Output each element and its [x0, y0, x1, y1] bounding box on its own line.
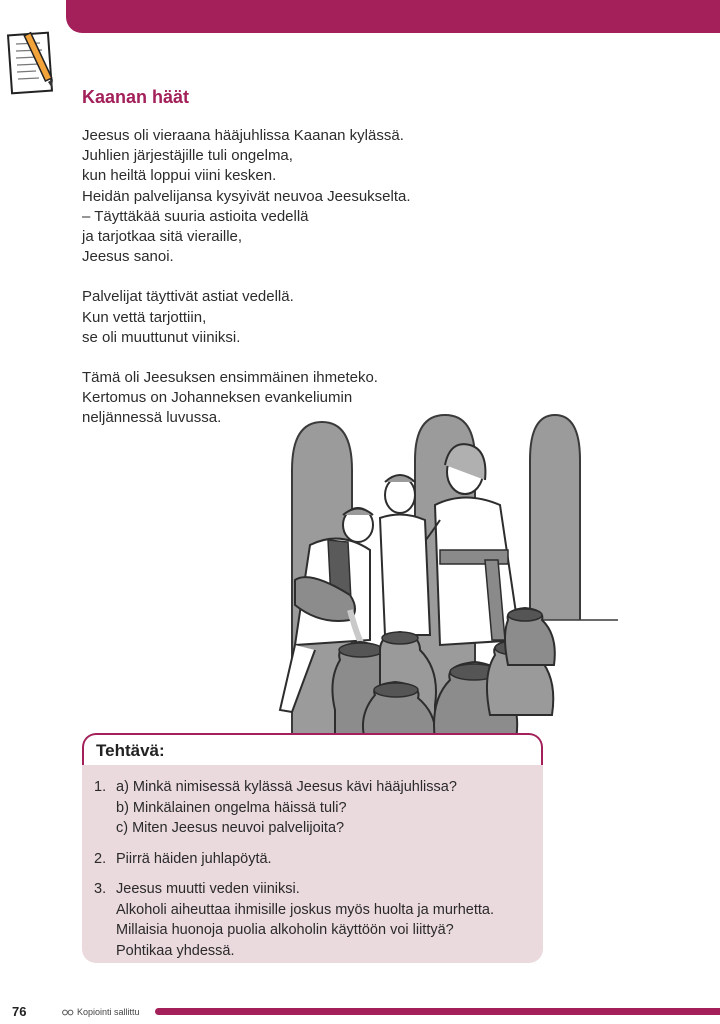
story-text: [82, 126, 462, 449]
story-title: Kaanan häät: [82, 87, 190, 107]
story-line: Juhlien järjestäjille tuli ongelma,: [82, 147, 293, 165]
task-item: [94, 849, 537, 870]
task-line: Pohtikaa yhdessä.: [116, 942, 235, 959]
task-line: b) Minkälainen ongelma häissä tuli?: [116, 799, 347, 816]
task-title: Tehtävä:: [96, 741, 165, 760]
story-line: Kun vettä tarjottiin,: [82, 308, 207, 326]
task-header: [82, 733, 543, 765]
story-line: Jeesus sanoi.: [82, 248, 174, 266]
story-line: neljännessä luvussa.: [82, 409, 222, 427]
story-line: Tämä oli Jeesuksen ensimmäinen ihmeteko.: [82, 369, 378, 387]
task-line: Millaisia huonoja puolia alkoholin käyttöön voi liittyä?: [116, 922, 454, 938]
story-paragraph: [82, 126, 462, 267]
task-line: Alkoholi aiheuttaa ihmisille joskus myös huolta ja murhetta.: [116, 901, 494, 918]
page-number: 76: [12, 1004, 27, 1019]
story-line: Jeesus oli vieraana hääjuhlissa Kaanan kylässä.: [82, 127, 404, 144]
story-line: Heidän palvelijansa kysyivät neuvoa Jeesukselta.: [82, 187, 411, 205]
task-item: [94, 879, 537, 961]
footer-accent-line: [155, 1008, 720, 1015]
task-box: [82, 733, 543, 963]
task-line: c) Miten Jeesus neuvoi palvelijoita?: [116, 820, 345, 836]
task-line: Piirrä häiden juhlapöytä.: [116, 850, 272, 867]
task-number: 3.: [94, 881, 107, 897]
story-line: Palvelijat täyttivät astiat vedellä.: [82, 288, 294, 306]
notepad-pencil-icon: [4, 28, 60, 100]
story-line: – Täyttäkää suuria astioita vedellä: [82, 207, 309, 225]
task-line: Jeesus muutti veden viiniksi.: [116, 881, 300, 897]
copy-note-text: Kopiointi sallittu: [77, 1007, 140, 1017]
task-number: 1.: [94, 779, 107, 795]
story-line: ja tarjotkaa sitä vieraille,: [82, 228, 243, 246]
task-number: 2.: [94, 850, 107, 867]
story-line: Kertomus on Johanneksen evankeliumin: [82, 389, 353, 407]
top-accent-bar: [66, 0, 720, 33]
story-paragraph: [82, 287, 462, 348]
wedding-at-cana-illustration: [240, 410, 620, 740]
story-line: kun heiltä loppui viini kesken.: [82, 167, 277, 185]
task-item: [94, 777, 537, 839]
task-list: [94, 777, 537, 963]
story-line: se oli muuttunut viiniksi.: [82, 328, 241, 346]
task-line: a) Minkä nimisessä kylässä Jeesus kävi hääjuhlissa?: [116, 779, 457, 795]
copy-rings-icon: [62, 1009, 74, 1016]
copy-note: [62, 1007, 140, 1017]
